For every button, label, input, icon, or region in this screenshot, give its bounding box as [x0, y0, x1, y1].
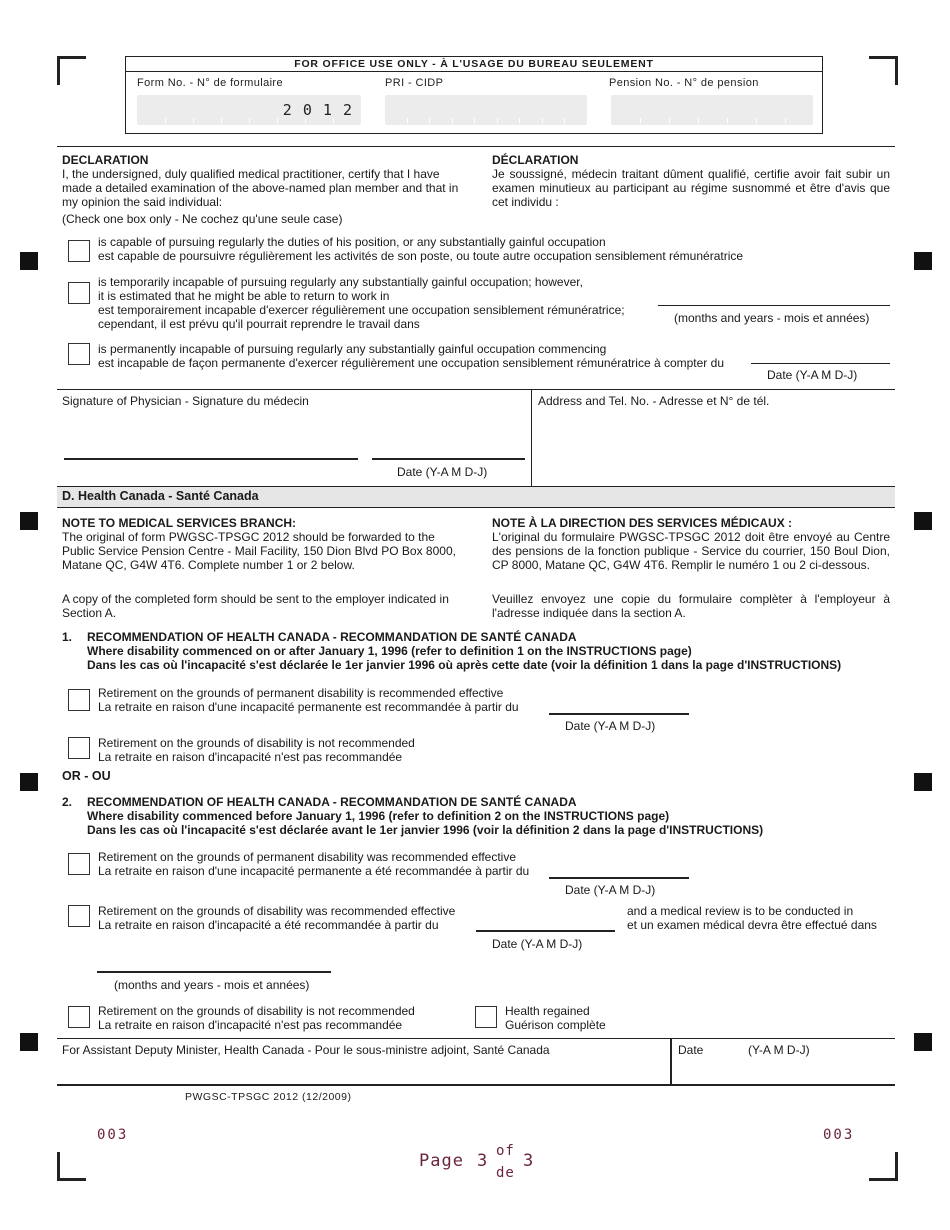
rec1-subtitle-fr: Dans les cas où l'incapacité s'est déclarée le 1er janvier 1996 où après cette date (voir la définition 1 dans la page d'INSTRUCTIONS) — [87, 658, 842, 672]
registration-marker-left-1 — [20, 252, 38, 270]
form-code: PWGSC-TPSGC 2012 (12/2009) — [185, 1091, 352, 1103]
registration-marker-right-1 — [914, 252, 932, 270]
check-one-note: (Check one box only - Ne cochez qu'une seule case) — [62, 212, 343, 226]
rec1-subtitle-en: Where disability commenced on or after January 1, 1996 (refer to definition 1 on the INSTRUCTIONS page) — [87, 644, 692, 658]
rec2-a-date-label: Date (Y-A M D-J) — [565, 883, 656, 897]
rec2-b-date-label: Date (Y-A M D-J) — [492, 937, 583, 951]
rec2-b-date-line[interactable] — [476, 930, 615, 932]
rec1-a-date-line[interactable] — [549, 713, 689, 715]
adm-date-divider — [670, 1038, 672, 1085]
pri-label: PRI - CIDP — [385, 77, 444, 89]
opt3-checkbox[interactable] — [68, 343, 90, 365]
rec2-b-text-fr: La retraite en raison d'incapacité a été recommandée à partir du — [98, 918, 439, 932]
rec2-duration-line[interactable] — [97, 971, 331, 973]
crop-mark-bottom-left — [57, 1152, 86, 1181]
opt2-duration-line[interactable] — [658, 305, 890, 306]
declaration-top-rule — [57, 146, 895, 147]
opt2-text-fr2: cependant, il est prévu qu'il pourrait reprendre le travail dans — [98, 317, 420, 331]
adm-bottom-rule — [57, 1084, 895, 1086]
rec2-b-text-en: Retirement on the grounds of disability was recommended effective — [98, 904, 456, 918]
form-no-value: 2 0 1 2 — [282, 101, 353, 119]
pri-field[interactable] — [385, 95, 587, 125]
pension-no-field[interactable] — [611, 95, 813, 125]
physician-date-line[interactable] — [372, 458, 525, 460]
rec2-subtitle-en: Where disability commenced before January 1, 1996 (refer to definition 2 on the INSTRUCTIONS page) — [87, 809, 670, 823]
rec1-title: RECOMMENDATION OF HEALTH CANADA - RECOMMANDATION DE SANTÉ CANADA — [87, 630, 577, 644]
section-d-title: D. Health Canada - Santé Canada — [62, 489, 259, 503]
rec2-c-text-en: Retirement on the grounds of disability is not recommended — [98, 1004, 415, 1018]
note-en-title: NOTE TO MEDICAL SERVICES BRANCH: — [62, 516, 297, 530]
rec2-a-text-fr: La retraite en raison d'une incapacité permanente a été recommandée à partir du — [98, 864, 530, 878]
signature-top-rule — [57, 389, 895, 390]
rec2-d-text-en: Health regained — [505, 1004, 590, 1018]
rec1-b-text-fr: La retraite en raison d'incapacité n'est pas recommandée — [98, 750, 403, 764]
section-d-bottom-rule — [57, 507, 895, 508]
or-label: OR - OU — [62, 769, 111, 783]
rec2-c-checkbox[interactable] — [68, 1006, 90, 1028]
opt2-text-en2: it is estimated that he might be able to return to work in — [98, 289, 390, 303]
registration-marker-left-3 — [20, 773, 38, 791]
opt3-text-en: is permanently incapable of pursuing regularly any substantially gainful occupation commencing — [98, 342, 607, 356]
page-de: de — [496, 1165, 515, 1181]
office-use-title: FOR OFFICE USE ONLY - À L'USAGE DU BUREAU SEULEMENT — [126, 57, 822, 72]
rec1-a-text-fr: La retraite en raison d'une incapacité permanente est recommandée à partir du — [98, 700, 519, 714]
rec1-a-date-label: Date (Y-A M D-J) — [565, 719, 656, 733]
crop-mark-top-right — [869, 56, 898, 85]
pension-no-label: Pension No. - N° de pension — [609, 77, 759, 89]
page-total: 3 — [523, 1151, 534, 1171]
rec1-a-checkbox[interactable] — [68, 689, 90, 711]
rec2-number: 2. — [62, 795, 73, 809]
footer-right-number: 003 — [823, 1127, 855, 1143]
declaration-title-fr: DÉCLARATION — [492, 153, 579, 167]
opt1-checkbox[interactable] — [68, 240, 90, 262]
rec2-title: RECOMMENDATION OF HEALTH CANADA - RECOMMANDATION DE SANTÉ CANADA — [87, 795, 577, 809]
signature-address-divider — [531, 389, 532, 487]
rec1-a-text-en: Retirement on the grounds of permanent disability is recommended effective — [98, 686, 504, 700]
rec2-review-text-fr: et un examen médical devra être effectué dans — [627, 918, 877, 932]
office-use-box — [125, 56, 823, 134]
page-number: 3 — [477, 1151, 488, 1171]
declaration-title-en: DECLARATION — [62, 153, 149, 167]
note-fr-title: NOTE À LA DIRECTION DES SERVICES MÉDICAUX : — [492, 516, 793, 530]
registration-marker-right-3 — [914, 773, 932, 791]
footer-left-number: 003 — [97, 1127, 129, 1143]
opt1-text-en: is capable of pursuing regularly the duties of his position, or any substantially gainful occupation — [98, 235, 606, 249]
note-en-copy: A copy of the completed form should be sent to the employer indicated in Section A. — [62, 592, 449, 620]
rec2-a-date-line[interactable] — [549, 877, 689, 879]
adm-top-rule — [57, 1038, 895, 1039]
registration-marker-left-2 — [20, 512, 38, 530]
page-of: of — [496, 1143, 515, 1159]
registration-marker-left-4 — [20, 1033, 38, 1051]
physician-signature-line[interactable] — [64, 458, 358, 460]
registration-marker-right-4 — [914, 1033, 932, 1051]
rec2-months-label: (months and years - mois et années) — [114, 978, 310, 992]
rec2-a-text-en: Retirement on the grounds of permanent disability was recommended effective — [98, 850, 517, 864]
opt2-months-label: (months and years - mois et années) — [674, 311, 870, 325]
opt3-date-label: Date (Y-A M D-J) — [767, 368, 858, 382]
opt1-text-fr: est capable de poursuivre régulièrement les activités de son poste, ou toute autre occupation sensiblement rémunératrice — [98, 249, 744, 263]
opt2-text-fr1: est temporairement incapable d'exercer régulièrement une occupation sensiblement rémunératrice; — [98, 303, 625, 317]
form-no-label: Form No. - N° de formulaire — [137, 77, 284, 89]
declaration-text-en: I, the undersigned, duly qualified medical practitioner, certify that I have made a detailed examination of the above-named plan member and that in my opinion the said individual: — [62, 167, 459, 209]
page-word: Page — [419, 1151, 464, 1171]
declaration-text-fr: Je soussigné, médecin traitant dûment qualifié, certifie avoir fait subir un examen minutieux au participant au régime susnommé et être d'avis que cet individu : — [492, 167, 890, 209]
note-fr-copy: Veuillez envoyez une copie du formulaire complèter à l'employeur à l'adresse indiquée dans la section A. — [492, 592, 890, 620]
opt3-date-line[interactable] — [751, 363, 890, 364]
rec2-d-checkbox[interactable] — [475, 1006, 497, 1028]
rec2-subtitle-fr: Dans les cas où l'incapacité s'est déclarée avant le 1er janvier 1996 (voir la définition 2 dans la page d'INSTRUCTIONS) — [87, 823, 764, 837]
crop-mark-top-left — [57, 56, 86, 85]
opt2-checkbox[interactable] — [68, 282, 90, 304]
note-fr-text: L'original du formulaire PWGSC-TPSGC 2012 doit être envoyé au Centre des pensions de la fonction publique - Service du courrier, 150 Boul Dion, CP 8000, Matane QC, G4W 4T6. Remplir le numéro 1 ou 2 ci-dessous. — [492, 530, 890, 572]
opt2-text-en1: is temporarily incapable of pursuing regularly any substantially gainful occupation; however, — [98, 275, 583, 289]
rec2-c-text-fr: La retraite en raison d'incapacité n'est pas recommandée — [98, 1018, 403, 1032]
address-tel-label: Address and Tel. No. - Adresse et N° de tél. — [538, 394, 770, 408]
rec1-number: 1. — [62, 630, 73, 644]
rec1-b-checkbox[interactable] — [68, 737, 90, 759]
crop-mark-bottom-right — [869, 1152, 898, 1181]
physician-signature-label: Signature of Physician - Signature du médecin — [62, 394, 309, 408]
section-d-top-rule — [57, 486, 895, 487]
registration-marker-right-2 — [914, 512, 932, 530]
form-no-field[interactable] — [137, 95, 361, 125]
rec2-review-text-en: and a medical review is to be conducted in — [627, 904, 854, 918]
opt3-text-fr: est incapable de façon permanente d'exercer régulièrement une occupation sensiblement rémunératrice à compter du — [98, 356, 724, 370]
adm-date-label[interactable]: Date — [678, 1043, 704, 1057]
rec2-d-text-fr: Guérison complète — [505, 1018, 606, 1032]
adm-signature-label[interactable]: For Assistant Deputy Minister, Health Canada - Pour le sous-ministre adjoint, Santé Canada — [62, 1043, 550, 1057]
rec1-b-text-en: Retirement on the grounds of disability is not recommended — [98, 736, 415, 750]
rec2-b-checkbox[interactable] — [68, 905, 90, 927]
note-en-text: The original of form PWGSC-TPSGC 2012 should be forwarded to the Public Service Pension Centre - Mail Facility, 150 Dion Blvd PO Box 8000, Matane QC, G4W 4T6. Complete number 1 or 2 below. — [62, 530, 456, 572]
adm-date-format: (Y-A M D-J) — [748, 1043, 810, 1057]
physician-date-label: Date (Y-A M D-J) — [397, 465, 488, 479]
rec2-a-checkbox[interactable] — [68, 853, 90, 875]
